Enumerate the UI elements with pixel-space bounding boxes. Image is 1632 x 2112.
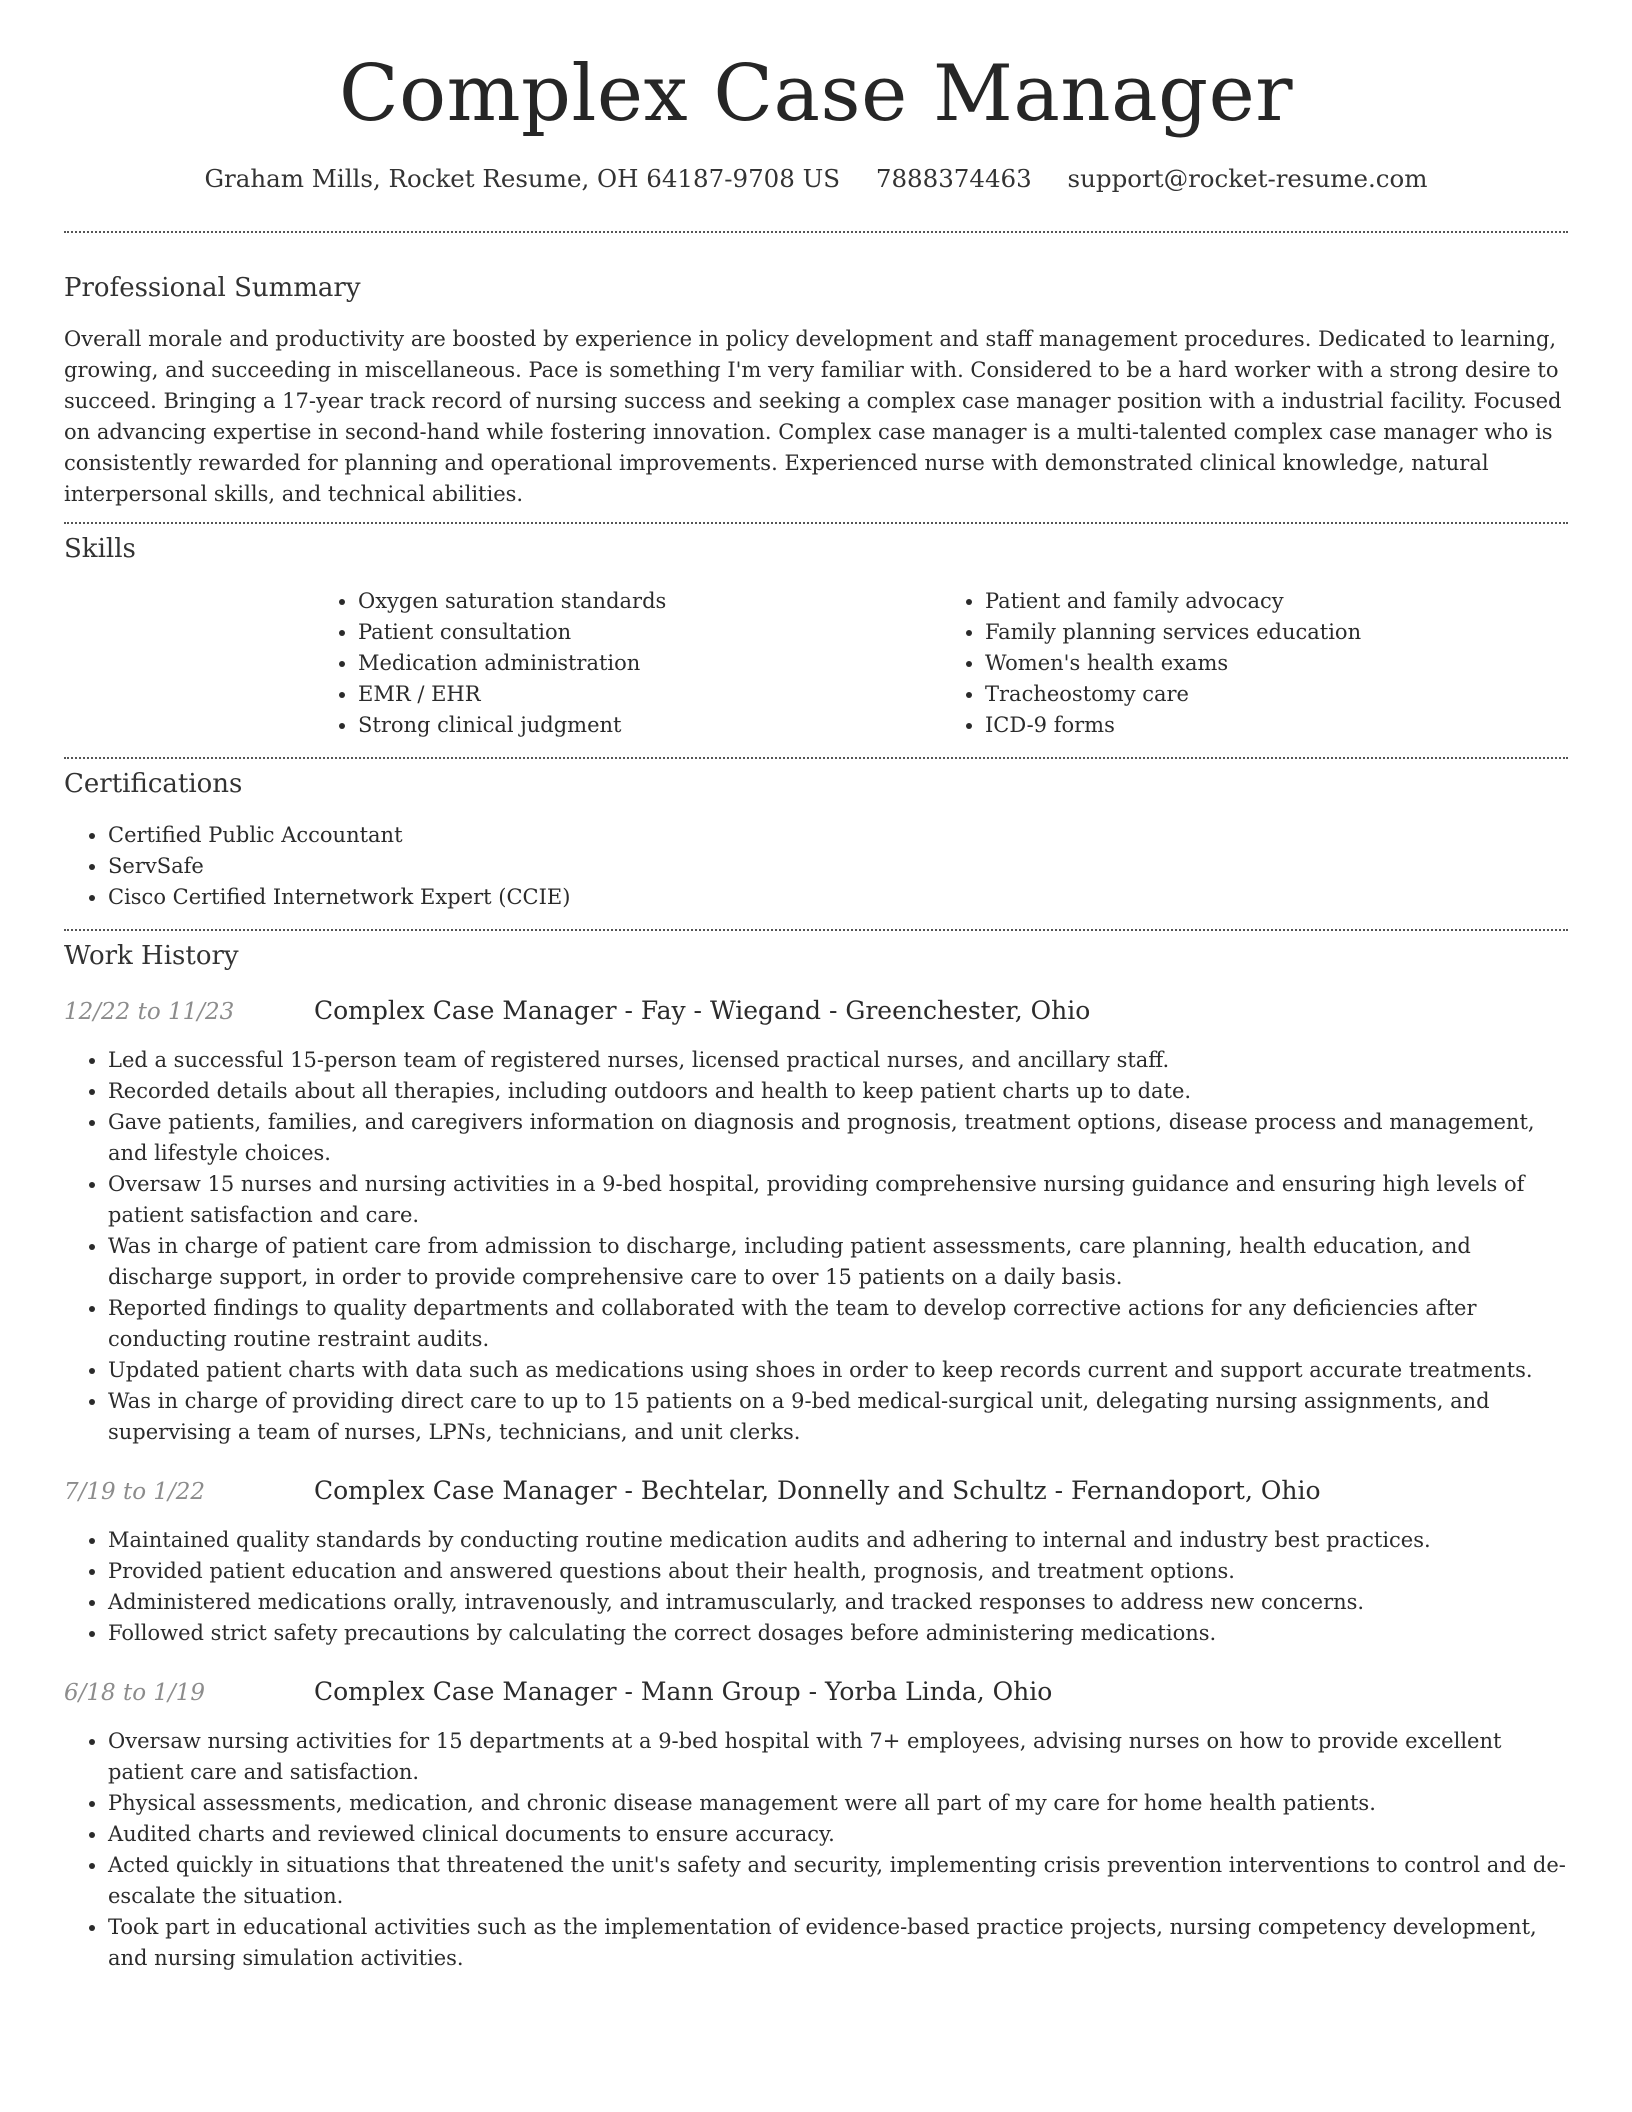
skills-columns bbox=[314, 586, 1568, 741]
list-item: • Administered medications orally, intravenously, and intramuscularly, and tracked responses to address new concerns. bbox=[108, 1587, 1568, 1618]
list-item: • Was in charge of patient care from admission to discharge, including patient assessments, care planning, health education, and discharge support, in order to provide comprehensive care to over 15 patients on a daily basis. bbox=[108, 1231, 1568, 1293]
section-heading-certifications: Certifications bbox=[64, 768, 243, 799]
list-item: • Patient consultation bbox=[358, 617, 941, 648]
list-item: • Women's health exams bbox=[985, 648, 1568, 679]
section-heading-work-history: Work History bbox=[64, 940, 239, 971]
skills-list-left bbox=[314, 586, 941, 741]
job-dates: 12/22 to 11/23 bbox=[64, 998, 235, 1025]
list-item: • ICD-9 forms bbox=[985, 710, 1568, 741]
list-item: • Provided patient education and answered questions about their health, prognosis, and treatment options. bbox=[108, 1556, 1568, 1587]
job-bullets bbox=[64, 1726, 1568, 1974]
list-item: • Tracheostomy care bbox=[985, 679, 1568, 710]
list-item: • Patient and family advocacy bbox=[985, 586, 1568, 617]
list-item: • Updated patient charts with data such as medications using shoes in order to keep records current and support accurate treatments. bbox=[108, 1355, 1568, 1386]
contact-phone: 7888374463 bbox=[875, 163, 1032, 193]
section-heading-summary: Professional Summary bbox=[64, 273, 361, 304]
list-item: • Recorded details about all therapies, including outdoors and health to keep patient charts up to date. bbox=[108, 1076, 1568, 1107]
list-item: • Certified Public Accountant bbox=[108, 820, 1568, 851]
job-dates: 6/18 to 1/19 bbox=[64, 1679, 206, 1706]
contact-line bbox=[64, 164, 1568, 193]
list-item: • Audited charts and reviewed clinical documents to ensure accuracy. bbox=[108, 1819, 1568, 1850]
job-bullets bbox=[64, 1525, 1568, 1649]
list-item: • Strong clinical judgment bbox=[358, 710, 941, 741]
skills-section bbox=[64, 524, 1568, 740]
contact-email: support@rocket-resume.com bbox=[1067, 163, 1428, 193]
job-title: Complex Case Manager - Bechtelar, Donnelly and Schultz - Fernandoport, Ohio bbox=[314, 1475, 1321, 1505]
list-item: • EMR / EHR bbox=[358, 679, 941, 710]
work-history-section bbox=[64, 931, 1568, 1974]
certifications-list bbox=[64, 820, 1568, 913]
contact-address: Graham Mills, Rocket Resume, OH 64187-9708 US bbox=[204, 163, 841, 193]
list-item: • Followed strict safety precautions by calculating the correct dosages before administering medications. bbox=[108, 1618, 1568, 1649]
list-item: • Reported findings to quality departments and collaborated with the team to develop corrective actions for any deficiencies after conducting routine restraint audits. bbox=[108, 1293, 1568, 1355]
job-header bbox=[64, 996, 1568, 1025]
section-heading-skills: Skills bbox=[64, 534, 136, 565]
list-item: • Acted quickly in situations that threatened the unit's safety and security, implementing crisis prevention interventions to control and de-escalate the situation. bbox=[108, 1850, 1568, 1912]
list-item: • Cisco Certified Internetwork Expert (CCIE) bbox=[108, 882, 1568, 913]
list-item: • Led a successful 15-person team of registered nurses, licensed practical nurses, and ancillary staff. bbox=[108, 1045, 1568, 1076]
job-header bbox=[64, 1476, 1568, 1505]
list-item: • Was in charge of providing direct care to up to 15 patients on a 9-bed medical-surgical unit, delegating nursing assignments, and supervising a team of nurses, LPNs, technicians, and unit clerks. bbox=[108, 1386, 1568, 1448]
skills-list-right bbox=[941, 586, 1568, 741]
page-title: Complex Case Manager bbox=[338, 49, 1294, 139]
list-item: • ServSafe bbox=[108, 851, 1568, 882]
job-bullets bbox=[64, 1045, 1568, 1448]
list-item: • Took part in educational activities such as the implementation of evidence-based practice projects, nursing competency development, and nursing simulation activities. bbox=[108, 1912, 1568, 1974]
job-entry bbox=[64, 1677, 1568, 1974]
job-title: Complex Case Manager - Fay - Wiegand - Greenchester, Ohio bbox=[314, 995, 1091, 1025]
job-entry bbox=[64, 996, 1568, 1448]
list-item: • Oversaw 15 nurses and nursing activities in a 9-bed hospital, providing comprehensive nursing guidance and ensuring high levels of patient satisfaction and care. bbox=[108, 1169, 1568, 1231]
list-item: • Oversaw nursing activities for 15 departments at a 9-bed hospital with 7+ employees, advising nurses on how to provide excellent patient care and satisfaction. bbox=[108, 1726, 1568, 1788]
list-item: • Oxygen saturation standards bbox=[358, 586, 941, 617]
job-header bbox=[64, 1677, 1568, 1706]
list-item: • Family planning services education bbox=[985, 617, 1568, 648]
certifications-section bbox=[64, 759, 1568, 913]
list-item: • Physical assessments, medication, and chronic disease management were all part of my care for home health patients. bbox=[108, 1788, 1568, 1819]
list-item: • Gave patients, families, and caregivers information on diagnosis and prognosis, treatment options, disease process and management, and lifestyle choices. bbox=[108, 1107, 1568, 1169]
job-title: Complex Case Manager - Mann Group - Yorba Linda, Ohio bbox=[314, 1676, 1053, 1706]
job-entry bbox=[64, 1476, 1568, 1649]
summary-text: Overall morale and productivity are boosted by experience in policy development and staff management procedures. Dedicated to learning, growing, and succeeding in miscellaneous. Pace is something I'm very familiar with. Considered to be a hard worker with a strong desire to succeed. Bringing a 17-year track record of nursing success and seeking a complex case manager position with a industrial facility. Focused on advancing expertise in second-hand while fostering innovation. Complex case manager is a multi-talented complex case manager who is consistently rewarded for planning and operational improvements. Experienced nurse with demonstrated clinical knowledge, natural interpersonal skills, and technical abilities. bbox=[64, 327, 1562, 507]
list-item: • Maintained quality standards by conducting routine medication audits and adhering to internal and industry best practices. bbox=[108, 1525, 1568, 1556]
professional-summary-section bbox=[64, 233, 1568, 510]
job-dates: 7/19 to 1/22 bbox=[64, 1478, 206, 1505]
list-item: • Medication administration bbox=[358, 648, 941, 679]
